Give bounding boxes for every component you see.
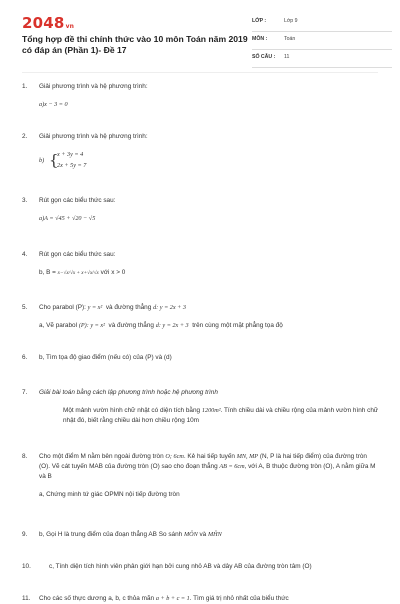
meta-value: Lớp 9 [284, 18, 298, 24]
text-part: và [199, 531, 207, 538]
text-part: Cho các số thực dương a, b, c thỏa mãn [39, 595, 155, 602]
text-part: Cho một điểm M nằm bên ngoài đường tròn [39, 453, 164, 460]
question-body [39, 132, 379, 174]
page-title: Tổng hợp đề thi chính thức vào 10 môn Toán năm 2019 có đáp án (Phần 1)- Đề 17 [22, 34, 248, 55]
question-text: b, Tìm tọa độ giao điểm (nếu có) của (P) và (d) [39, 354, 172, 361]
math-part: d: y = 2x + 3 [153, 304, 186, 311]
math-part: d: y = 2x + 3 [155, 322, 189, 329]
text-part: . Tính chiều dài và chiều rộng của mảnh vườn hình chữ nhật đó, biết rằng chiều dài hơn chiều rộng 10m [63, 407, 379, 424]
text-part: và đường thẳng [105, 304, 152, 311]
question-text: Giải bài toán bằng cách lập phương trình hoặc hệ phương trình [39, 389, 218, 396]
meta-table [252, 14, 392, 68]
question-number: 1. [22, 83, 28, 90]
text-part: . Tìm giá trị nhỏ nhất của biểu thức [189, 595, 289, 602]
equation-line: x + 3y = 4 [57, 151, 84, 158]
meta-key: LỚP : [252, 18, 267, 24]
question-text [39, 452, 379, 482]
question-math: a)A = √45 + √20 − √5 [39, 215, 96, 222]
question-subpart: a, Chứng minh tứ giác OPMN nội tiếp đường tròn [39, 491, 180, 498]
brace-icon: { [49, 151, 59, 169]
question-body [39, 196, 379, 224]
question-body [39, 452, 379, 500]
math-part: AB = 6cm [219, 463, 245, 470]
question-body [39, 250, 379, 278]
question-body [39, 562, 379, 572]
question-text: Rút gọn các biểu thức sau: [39, 197, 116, 204]
meta-key: MÔN : [252, 36, 268, 42]
question-paragraph [39, 406, 379, 426]
meta-key: SỐ CÂU : [252, 54, 276, 60]
math-part: MN, MP [236, 453, 259, 460]
math-part: (P): y = x² [78, 322, 105, 329]
text-part: . Kẻ hai tiếp tuyến [183, 453, 235, 460]
question-text: Rút gọn các biểu thức sau: [39, 251, 116, 258]
question-number: 2. [22, 133, 28, 140]
text-part: và đường thẳng [108, 322, 154, 329]
question-math: x−√x/√x + x+√x/√x [57, 270, 99, 276]
math-part: a + b + c = 1 [155, 595, 190, 602]
meta-value: 11 [284, 54, 290, 60]
math-prefix: b) [39, 157, 45, 164]
math-part: 1200m² [201, 407, 221, 414]
question-math-line [39, 268, 379, 278]
text-part: Cho parabol (P): [39, 304, 86, 311]
meta-row-count [252, 50, 392, 68]
text-part: b, Gọi H là trung điểm của đoạn thẳng AB So sánh [39, 531, 183, 538]
question-body [39, 530, 379, 540]
question-number: 11. [22, 595, 31, 602]
question-body [39, 303, 379, 331]
question-number: 4. [22, 251, 28, 258]
text-part: (N, P là hai tiếp điểm) của đường tròn (O). Vẽ cát tuyến MAB của đường tròn (O) sao cho đoạn thẳng [39, 453, 367, 470]
question-body [39, 82, 379, 110]
site-logo[interactable] [22, 14, 74, 32]
question-text [39, 303, 379, 313]
question-number: 5. [22, 304, 28, 311]
question-body [39, 594, 379, 604]
math-part: MÔN [183, 531, 198, 538]
math-prefix: b, B = [39, 269, 56, 276]
math-suffix: với x > 0 [100, 269, 126, 276]
question-text [39, 530, 379, 540]
question-subpart [39, 321, 379, 331]
math-part: O; 6cm [165, 453, 184, 460]
header [0, 0, 400, 66]
text-part: trên cùng một mặt phẳng tọa độ [192, 322, 283, 329]
question-math: a)x − 3 = 0 [39, 101, 68, 108]
math-part: MĤN [208, 531, 222, 538]
question-number: 9. [22, 531, 28, 538]
meta-value: Toán [284, 36, 296, 42]
question-text: c, Tính diện tích hình viên phân giới hạn bởi cung nhỏ AB và dây AB của đường tròn tâm (O) [49, 563, 312, 570]
question-body [39, 388, 379, 426]
text-part: a, Vẽ parabol [39, 322, 78, 329]
text-part: , với A, B thuộc đường tròn (O), A nằm giữa M và B [39, 463, 376, 480]
question-text: Giải phương trình và hệ phương trình: [39, 83, 148, 90]
question-number: 7. [22, 389, 28, 396]
question-body [39, 353, 379, 363]
math-part: y = x² [87, 304, 103, 311]
equation-line: 2x + 5y = 7 [57, 162, 87, 169]
question-text: Giải phương trình và hệ phương trình: [39, 133, 148, 140]
question-number: 6. [22, 354, 28, 361]
question-number: 10. [22, 563, 31, 570]
text-part: Một mảnh vườn hình chữ nhật có diện tích bằng [63, 407, 201, 414]
equation-system [39, 150, 379, 174]
meta-row-subject [252, 32, 392, 50]
header-divider [22, 72, 378, 73]
meta-row-class [252, 14, 392, 32]
logo-text: 2048 [22, 14, 65, 32]
logo-suffix: vn [65, 23, 75, 30]
question-number: 3. [22, 197, 28, 204]
question-number: 8. [22, 453, 28, 460]
question-text [39, 594, 379, 604]
